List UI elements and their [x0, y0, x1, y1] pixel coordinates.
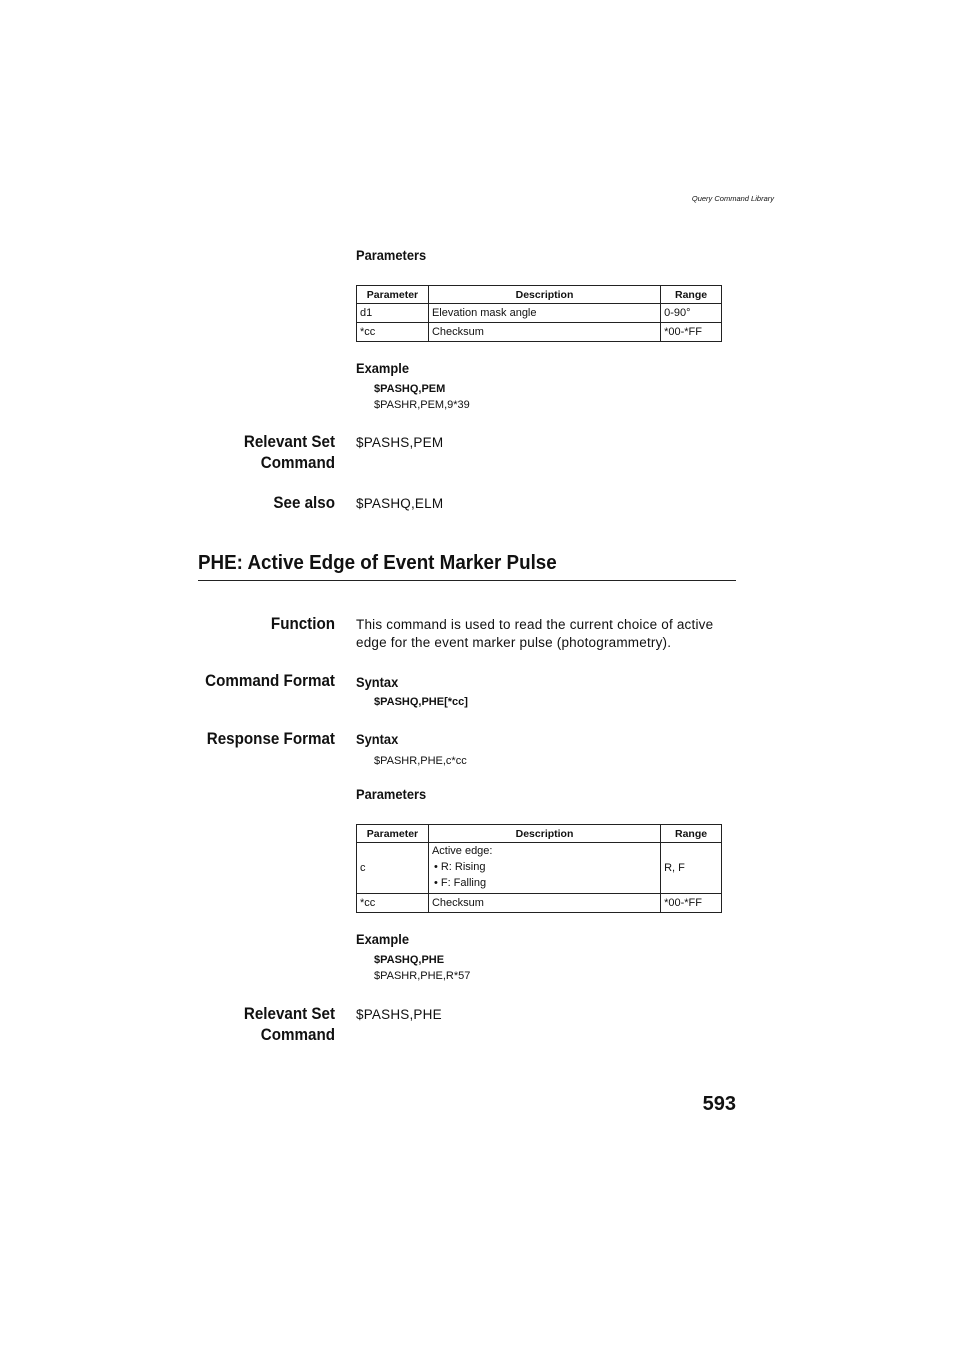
table-cell: *cc — [357, 323, 429, 342]
phe-parameters-heading: Parameters — [356, 786, 427, 802]
pem-example-heading: Example — [356, 360, 409, 376]
command-syntax: $PASHQ,PHE[*cc] — [374, 696, 468, 708]
label-line: Relevant Set — [243, 433, 335, 451]
table-cell: R, F — [661, 843, 722, 894]
label-line: Command — [260, 454, 335, 472]
pem-relevant-set-label — [188, 432, 335, 474]
pem-relevant-set-value: $PASHS,PEM — [356, 435, 444, 450]
table-header-cell: Description — [428, 825, 660, 843]
table-row — [357, 894, 722, 913]
function-text — [356, 616, 736, 652]
pem-example-response: $PASHR,PEM,9*39 — [374, 399, 470, 411]
table-cell: Checksum — [428, 894, 660, 913]
phe-parameters-table — [356, 824, 722, 913]
pem-see-also-label: See also — [273, 494, 335, 512]
table-cell: 0-90° — [661, 304, 722, 323]
label-line: Command — [260, 1026, 335, 1044]
table-header-row — [357, 825, 722, 843]
table-cell: c — [357, 843, 429, 894]
table-header-cell: Range — [661, 286, 722, 304]
phe-example-response: $PASHR,PHE,R*57 — [374, 970, 471, 982]
response-syntax: $PASHR,PHE,c*cc — [374, 755, 467, 767]
table-row — [357, 304, 722, 323]
table-header-cell: Parameter — [357, 286, 429, 304]
response-syntax-heading: Syntax — [356, 731, 399, 747]
table-header-row — [357, 286, 722, 304]
phe-example-heading: Example — [356, 931, 409, 947]
page-number: 593 — [702, 1093, 736, 1115]
table-cell: *00-*FF — [661, 323, 722, 342]
table-cell: Elevation mask angle — [428, 304, 660, 323]
section-title: PHE: Active Edge of Event Marker Pulse — [198, 552, 557, 574]
table-cell: *cc — [357, 894, 429, 913]
table-header-cell: Description — [428, 286, 660, 304]
pem-example-query: $PASHQ,PEM — [374, 383, 446, 395]
phe-relevant-set-value: $PASHS,PHE — [356, 1007, 442, 1022]
command-format-label: Command Format — [205, 672, 335, 690]
phe-relevant-set-label — [188, 1004, 335, 1046]
response-format-label: Response Format — [206, 730, 335, 748]
table-cell: Checksum — [428, 323, 660, 342]
command-syntax-heading: Syntax — [356, 674, 399, 690]
desc-title: Active edge: — [431, 845, 493, 857]
table-row — [357, 843, 722, 894]
table-header-cell: Parameter — [357, 825, 429, 843]
running-head: Query Command Library — [691, 194, 774, 203]
function-text-line: edge for the event marker pulse (photogrammetry). — [356, 635, 672, 650]
pem-parameters-table — [356, 285, 722, 342]
function-text-line: This command is used to read the current choice of active — [356, 617, 714, 632]
pem-see-also-value: $PASHQ,ELM — [356, 496, 444, 511]
list-item: • R: Rising — [433, 861, 486, 873]
table-cell — [428, 843, 660, 894]
function-label: Function — [270, 615, 335, 633]
table-header-cell: Range — [661, 825, 722, 843]
table-cell: *00-*FF — [661, 894, 722, 913]
table-row — [357, 323, 722, 342]
list-item: • F: Falling — [433, 877, 487, 889]
section-rule — [198, 580, 736, 581]
phe-example-query: $PASHQ,PHE — [374, 954, 445, 966]
label-line: Relevant Set — [243, 1005, 335, 1023]
pem-parameters-heading: Parameters — [356, 247, 427, 263]
table-cell: d1 — [357, 304, 429, 323]
